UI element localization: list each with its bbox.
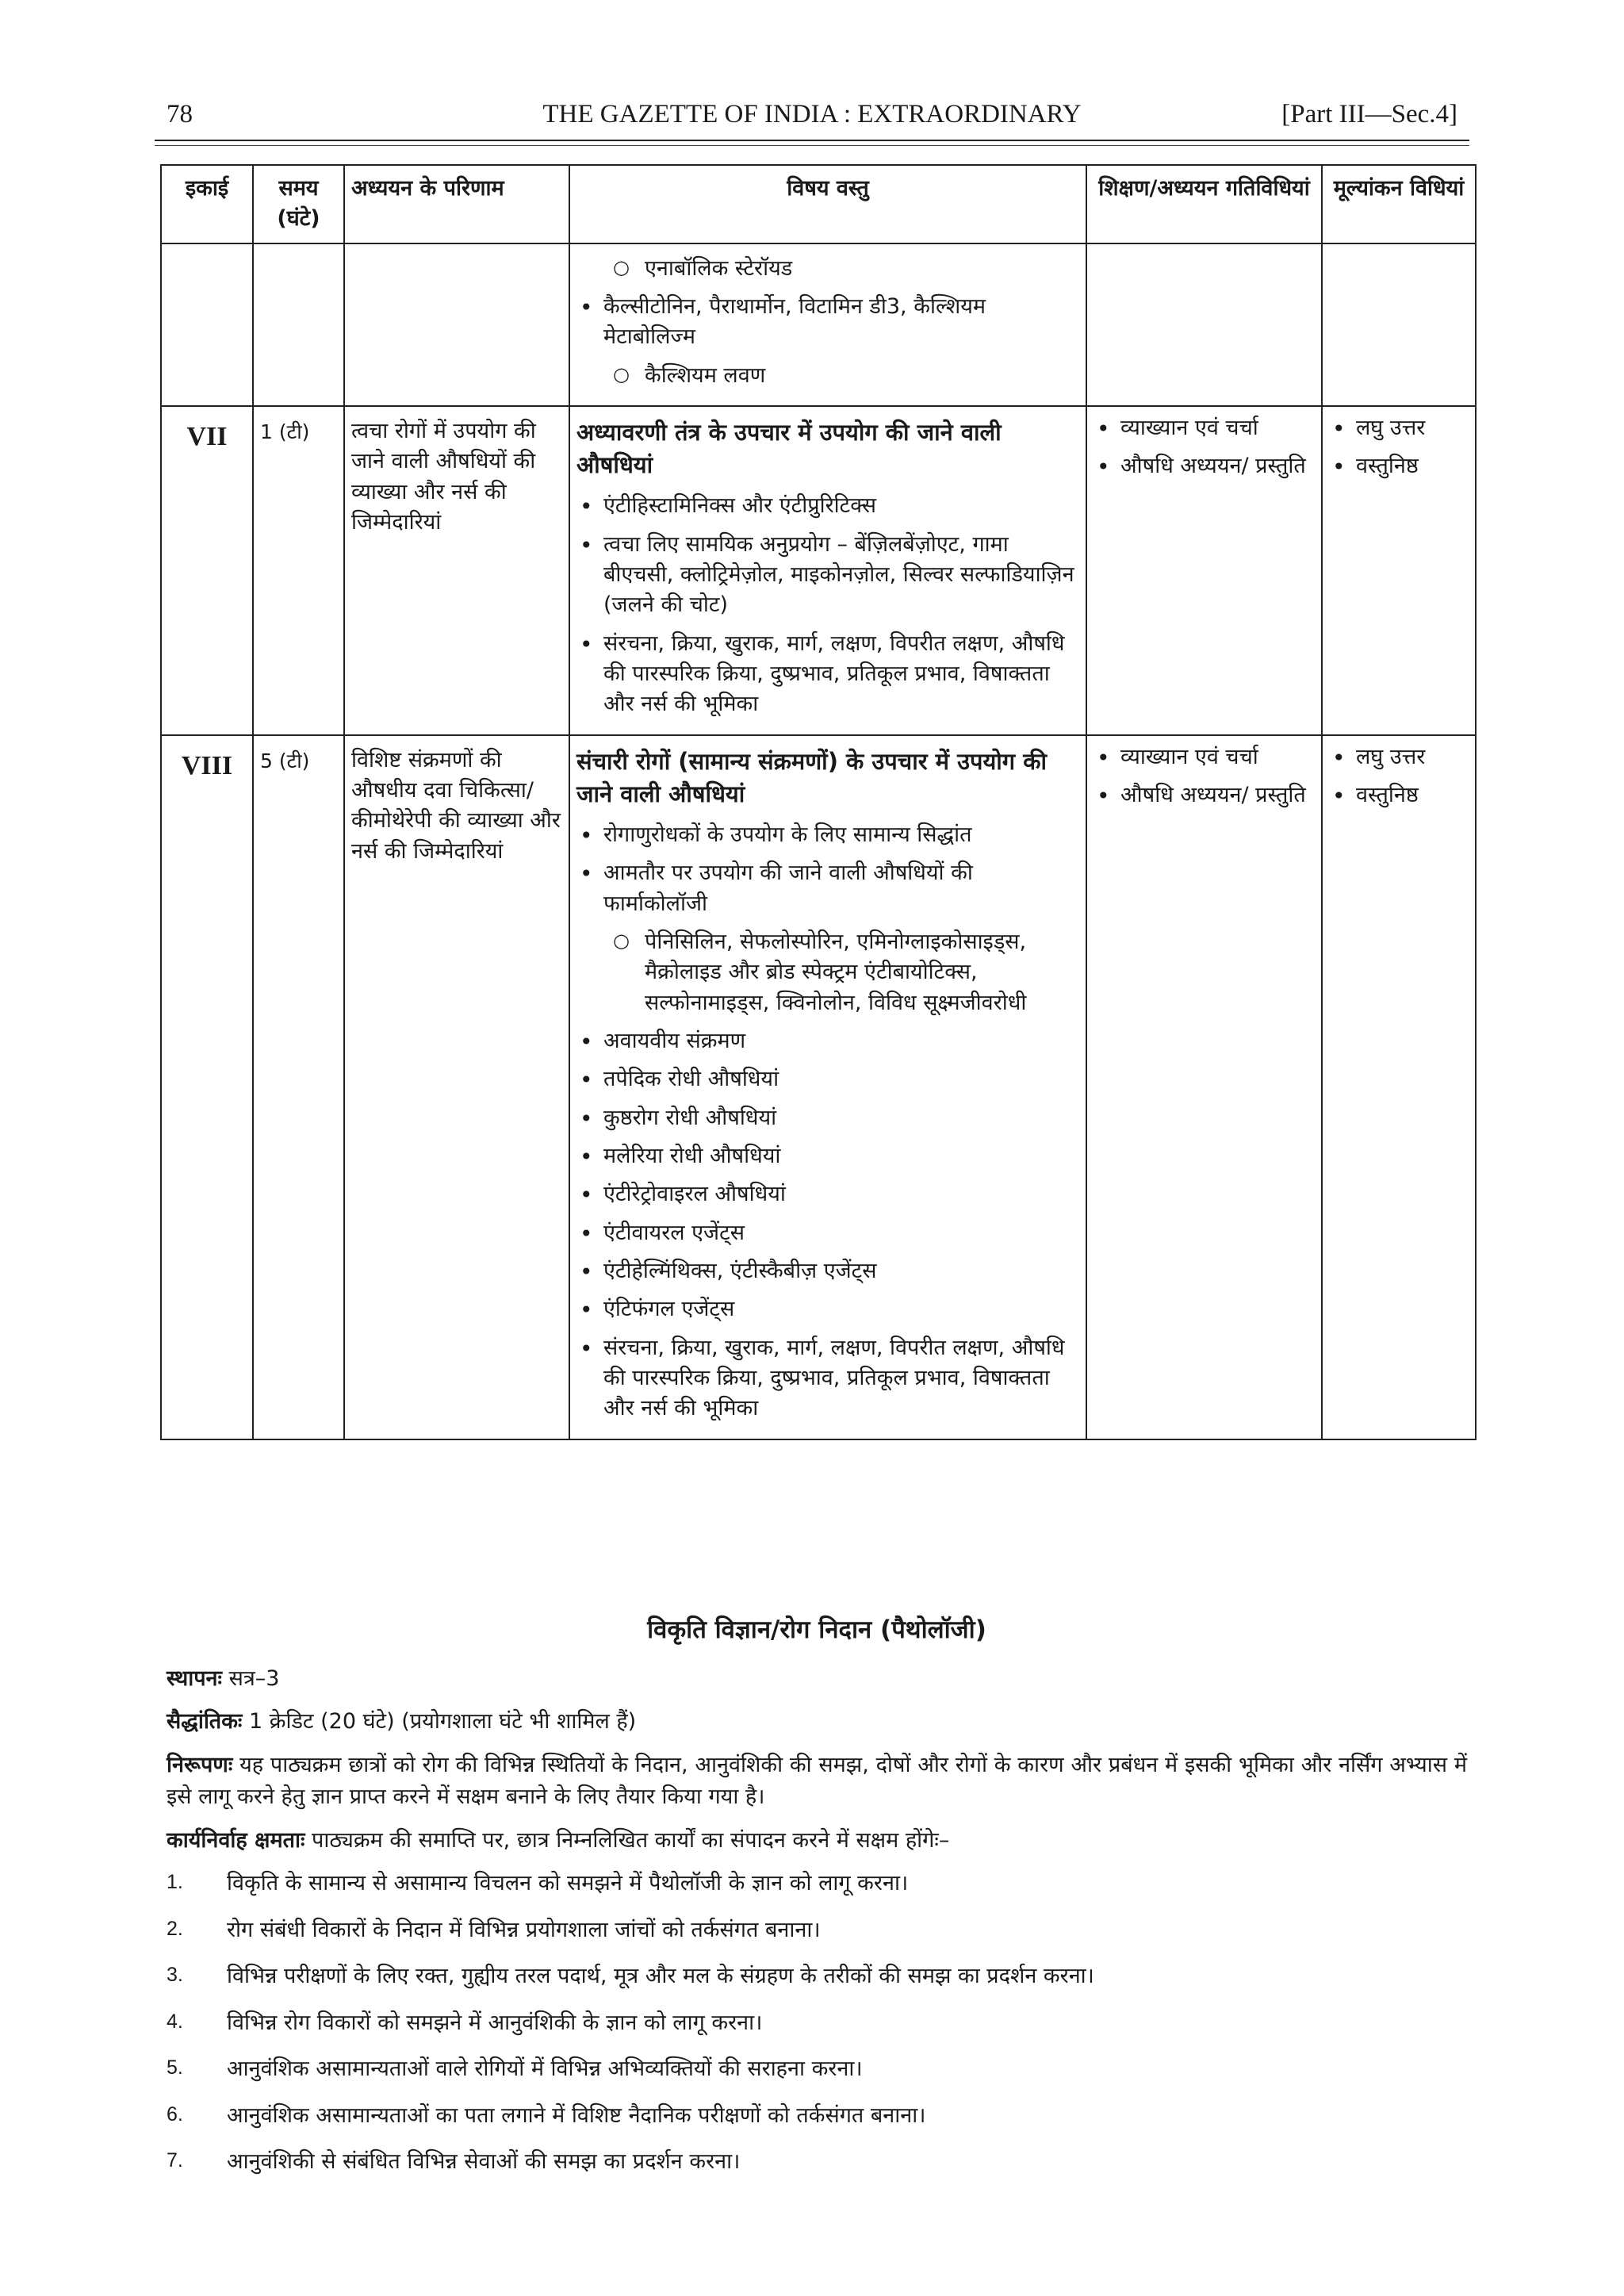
page-header <box>159 94 1465 141</box>
cell-assessment <box>1322 406 1476 735</box>
list-item: • व्याख्यान एवं चर्चा <box>1094 413 1315 443</box>
list-item: ○ एनाबॉलिक स्टेरॉयड <box>576 254 1079 284</box>
col-header-content: विषय वस्तु <box>569 165 1086 243</box>
cell-content <box>569 406 1086 735</box>
item-number: 3. <box>167 1964 183 1986</box>
theory-label: सैद्धांतिकः <box>167 1709 243 1734</box>
item-number: 5. <box>167 2056 183 2079</box>
cell-time: 1 (टी) <box>253 406 344 735</box>
table-header-row <box>161 165 1476 243</box>
cell-time <box>253 243 344 406</box>
list-item: • आमतौर पर उपयोग की जाने वाली औषधियों की फार्माकोलॉजी <box>576 858 1079 919</box>
cell-unit: VII <box>161 406 253 735</box>
cell-outcome <box>344 243 569 406</box>
topic-heading: अध्यावरणी तंत्र के उपचार में उपयोग की जाने वाली औषधियां <box>576 418 1002 479</box>
list-item: • लघु उत्तर <box>1329 742 1469 772</box>
table-row <box>161 735 1476 1439</box>
placement-line <box>167 1663 1467 1696</box>
cell-content <box>569 243 1086 406</box>
description-text: यह पाठ्यक्रम छात्रों को रोग की विभिन्न स्थितियों के निदान, आनुवंशिकी की समझ, दोषों और रोगों के कारण और प्रबंधन में इसकी भूमिका और नर्सिंग अभ्यास में इसे लागू करने हेतु ज्ञान प्राप्त करने में सक्षम बनाने के लिए तैयार किया गया है। <box>167 1752 1467 1809</box>
cell-activities <box>1086 406 1322 735</box>
list-item: • एंटीहिस्टामिनिक्स और एंटीप्रुरिटिक्स <box>576 491 1079 521</box>
list-item: • एंटीरेट्रोवाइरल औषधियां <box>576 1179 1079 1209</box>
item-number: 4. <box>167 2010 183 2033</box>
list-item: • संरचना, क्रिया, खुराक, मार्ग, लक्षण, विपरीत लक्षण, औषधि की पारस्परिक क्रिया, दुष्प्रभाव, प्रतिकूल प्रभाव, विषाक्तता और नर्स की भूमिका <box>576 629 1079 720</box>
description-label: निरूपणः <box>167 1752 233 1777</box>
list-item: • वस्तुनिष्ठ <box>1329 780 1469 811</box>
list-item: • व्याख्यान एवं चर्चा <box>1094 742 1315 772</box>
table-row <box>161 406 1476 735</box>
col-header-activities: शिक्षण/अध्ययन गतिविधियां <box>1086 165 1322 243</box>
list-item: • अवायवीय संक्रमण <box>576 1026 1079 1056</box>
item-text: विकृति के सामान्य से असामान्य विचलन को समझने में पैथोलॉजी के ज्ञान को लागू करना। <box>227 1871 909 1895</box>
cell-activities <box>1086 735 1322 1439</box>
competency-text: पाठ्यक्रम की समाप्ति पर, छात्र निम्नलिखित कार्यों का संपादन करने में सक्षम होंगेः– <box>312 1827 950 1853</box>
list-item: • त्वचा लिए सामयिक अनुप्रयोग – बेंज़िलबेंज़ोएट, गामा बीएचसी, क्लोट्रिमेज़ोल, माइकोनज़ोल, सिल्वर सल्फाडियाज़िन (जलने की चोट) <box>576 530 1079 621</box>
list-item: • लघु उत्तर <box>1329 413 1469 443</box>
competency-label: कार्यनिर्वाह क्षमताः <box>167 1827 305 1853</box>
item-number: 7. <box>167 2149 183 2171</box>
list-item: • मलेरिया रोधी औषधियां <box>576 1141 1079 1171</box>
cell-outcome: त्वचा रोगों में उपयोग की जाने वाली औषधियों की व्याख्या और नर्स की जिम्मेदारियां <box>344 406 569 735</box>
item-number: 2. <box>167 1917 183 1940</box>
col-header-time: समय (घंटे) <box>253 165 344 243</box>
list-item: • तपेदिक रोधी औषधियां <box>576 1064 1079 1094</box>
cell-unit: VIII <box>161 735 253 1439</box>
list-item <box>167 2146 1467 2179</box>
cell-unit <box>161 243 253 406</box>
cell-activities <box>1086 243 1322 406</box>
topic-heading: संचारी रोगों (सामान्य संक्रमणों) के उपचार में उपयोग की जाने वाली औषधियां <box>576 747 1047 807</box>
cell-time: 5 (टी) <box>253 735 344 1439</box>
list-item: • एंटिफंगल एजेंट्स <box>576 1294 1079 1324</box>
list-item: • रोगाणुरोधकों के उपयोग के लिए सामान्य सिद्धांत <box>576 820 1079 850</box>
placement-value: सत्र–3 <box>228 1665 280 1691</box>
list-item: • कैल्सीटोनिन, पैराथार्मोन, विटामिन डी3, कैल्शियम मेटाबोलिज्म <box>576 292 1079 353</box>
syllabus-table <box>160 164 1477 1440</box>
page-number: 78 <box>167 100 193 128</box>
col-header-assessment: मूल्यांकन विधियां <box>1322 165 1476 243</box>
header-rule <box>155 140 1469 141</box>
cell-outcome: विशिष्ट संक्रमणों की औषधीय दवा चिकित्सा/ कीमोथेरेपी की व्याख्या और नर्स की जिम्मेदारियां <box>344 735 569 1439</box>
list-item: • एंटीहेल्मिंथिक्स, एंटीस्कैबीज़ एजेंट्स <box>576 1256 1079 1286</box>
item-number: 1. <box>167 1871 183 1893</box>
competency-list <box>167 1868 1467 2179</box>
list-item: ○ पेनिसिलिन, सेफलोस्पोरिन, एमिनोग्लाइकोसाइड्स, मैक्रोलाइड और ब्रोड स्पेक्ट्रम एंटीबायोटिक्स, सल्फोनामाइड्स, क्विनोलोन, विविध सूक्ष्मजीवरोधी <box>576 927 1079 1018</box>
item-text: विभिन्न रोग विकारों को समझने में आनुवंशिकी के ज्ञान को लागू करना। <box>227 2010 763 2035</box>
section-title: विकृति विज्ञान/रोग निदान (पैथोलॉजी) <box>647 1616 986 1644</box>
theory-value: 1 क्रेडिट (20 घंटे) (प्रयोगशाला घंटे भी शामिल हैं) <box>249 1709 637 1734</box>
list-item: • संरचना, क्रिया, खुराक, मार्ग, लक्षण, विपरीत लक्षण, औषधि की पारस्परिक क्रिया, दुष्प्रभाव, प्रतिकूल प्रभाव, विषाक्तता और नर्स की भूमिका <box>576 1333 1079 1424</box>
item-text: आनुवंशिक असामान्यताओं वाले रोगियों में विभिन्न अभिव्यक्तियों की सराहना करना। <box>227 2056 863 2081</box>
table-row <box>161 243 1476 406</box>
cell-assessment <box>1322 243 1476 406</box>
list-item: • औषधि अध्ययन/ प्रस्तुति <box>1094 451 1315 481</box>
col-header-outcome: अध्ययन के परिणाम <box>344 165 569 243</box>
list-item <box>167 2007 1467 2040</box>
list-item <box>167 2100 1467 2133</box>
cell-content <box>569 735 1086 1439</box>
list-item: ○ कैल्शियम लवण <box>576 361 1079 391</box>
list-item: • कुष्ठरोग रोधी औषधियां <box>576 1103 1079 1133</box>
list-item <box>167 1915 1467 1947</box>
item-number: 6. <box>167 2102 183 2125</box>
list-item: • औषधि अध्ययन/ प्रस्तुति <box>1094 780 1315 811</box>
placement-label: स्थापनः <box>167 1665 222 1691</box>
list-item <box>167 2053 1467 2086</box>
item-text: आनुवंशिकी से संबंधित विभिन्न सेवाओं की समझ का प्रदर्शन करना। <box>227 2149 741 2174</box>
item-text: विभिन्न परीक्षणों के लिए रक्त, गुह्यीय तरल पदार्थ, मूत्र और मल के संग्रहण के तरीकों की समझ का प्रदर्शन करना। <box>227 1964 1094 1988</box>
description-paragraph <box>167 1750 1467 1814</box>
item-text: रोग संबंधी विकारों के निदान में विभिन्न प्रयोगशाला जांचों को तर्कसंगत बनाना। <box>227 1917 821 1942</box>
list-item: • एंटीवायरल एजेंट्स <box>576 1218 1079 1248</box>
cell-assessment <box>1322 735 1476 1439</box>
list-item <box>167 1868 1467 1900</box>
list-item: • वस्तुनिष्ठ <box>1329 451 1469 481</box>
header-rule-thin <box>155 145 1469 146</box>
gazette-title: THE GAZETTE OF INDIA : EXTRAORDINARY <box>542 100 1082 128</box>
pathology-section <box>167 1612 1467 2193</box>
list-item <box>167 1961 1467 1993</box>
competency-line <box>167 1825 1467 1857</box>
item-text: आनुवंशिक असामान्यताओं का पता लगाने में विशिष्ट नैदानिक परीक्षणों को तर्कसंगत बनाना। <box>227 2102 926 2128</box>
part-section: [Part III—Sec.4] <box>1281 100 1457 128</box>
col-header-unit: इकाई <box>161 165 253 243</box>
theory-line <box>167 1706 1467 1738</box>
